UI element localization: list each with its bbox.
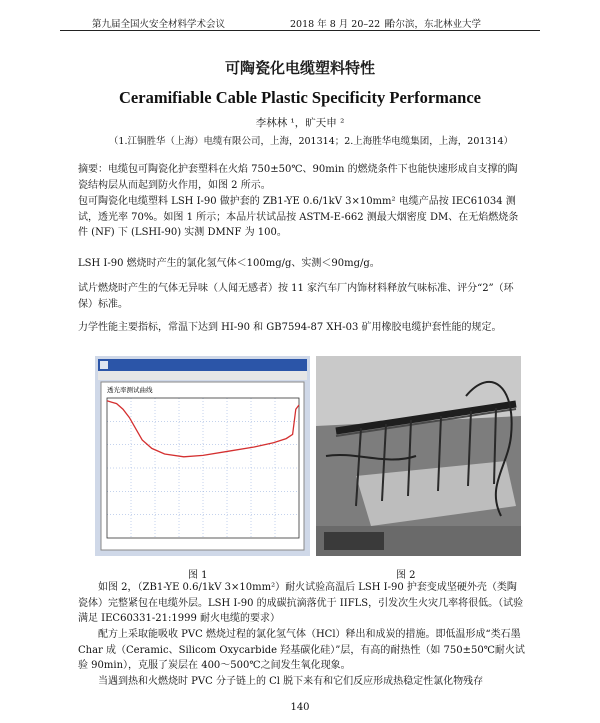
title-english: Ceramifiable Cable Plastic Specificity Performance — [119, 88, 481, 107]
affiliation: （1.江铜胜华（上海）电缆有限公司，上海，201314；2.上海胜华电缆集团，上海，201314） — [108, 136, 514, 147]
paragraph-fire-test: 如图 2，（ZB1-YE 0.6/1kV 3×10mm²）耐火试验高温后 LSH I-90 护套变成坚硬外壳（类陶瓷体）完整紧包在电缆外层。LSH I-90 的成碳抗滴落优于 IIFLS，引发次生火灾几率将很低。（试验满足 IEC60331-21:1999 耐火电缆的要求） — [78, 582, 524, 624]
conference-name: 第九届全国火安全材料学术会议 — [92, 19, 226, 30]
paragraph-mechanical: 力学性能主要指标，常温下达到 HI-90 和 GB7594-87 XH-03 矿用橡胶电缆护套性能的规定。 — [78, 322, 502, 333]
paragraph-formulation: 配方上采取能吸收 PVC 燃烧过程的氯化氢气体（HCl）释出和成炭的措施。即低温形成“类石墨 Char 成（Ceramic、Silicom Oxycarbide 羟基碳化硅）”层，有高的耐热性（如 750±50℃耐火试验 90min），克服了炭层在 400～500℃之间发生氧化现象。 — [78, 629, 525, 671]
conference-date: 2018 年 8 月 20–22 日 — [290, 19, 393, 30]
figure-1-chart — [95, 356, 310, 556]
paragraph-hcl: LSH I-90 燃烧时产生的氯化氢气体＜100mg/g、实测＜90mg/g。 — [78, 258, 380, 269]
title-chinese: 可陶瓷化电缆塑料特性 — [224, 59, 375, 77]
running-header — [60, 10, 540, 31]
authors: 李林林 ¹，旷天申 ² — [255, 117, 345, 129]
figure-1-caption: 图 1 — [188, 570, 208, 581]
figure-2-photo — [316, 356, 521, 556]
conference-venue: 哈尔滨，东北林业大学 — [386, 19, 482, 30]
paragraph-smoke-test: 包可陶瓷化电缆塑料 LSH I-90 做护套的 ZB1-YE 0.6/1kV 3×10mm² 电缆产品按 IEC61034 测试，透光率 70%。如图 1 所示；本品片状试品按 ASTM-E-662 测最大烟密度 DM、在无焰燃烧条件 (NF) 下 (LSHI-90) 实测 DMNF 为 100。 — [78, 196, 519, 238]
paragraph-pvc: 当遇到热和火燃烧时 PVC 分子链上的 Cl 脱下来有和它们反应形成热稳定性氯化物残存 — [98, 676, 484, 687]
figure-2-caption: 图 2 — [396, 570, 416, 581]
page-number: 140 — [290, 702, 310, 713]
abstract-paragraph: 摘要：电缆包可陶瓷化护套塑料在火焰 750±50℃、90min 的燃烧条件下也能快速形成自支撑的陶瓷结构层从而起到防火作用，如图 2 所示。 — [78, 164, 518, 191]
chart-title: 透光率测试曲线 — [107, 386, 153, 394]
paragraph-odor: 试片燃烧时产生的气体无异味（人闻无感者）按 11 家汽车厂内饰材料释放气味标准、评分“2”（环保）标准。 — [78, 283, 514, 310]
